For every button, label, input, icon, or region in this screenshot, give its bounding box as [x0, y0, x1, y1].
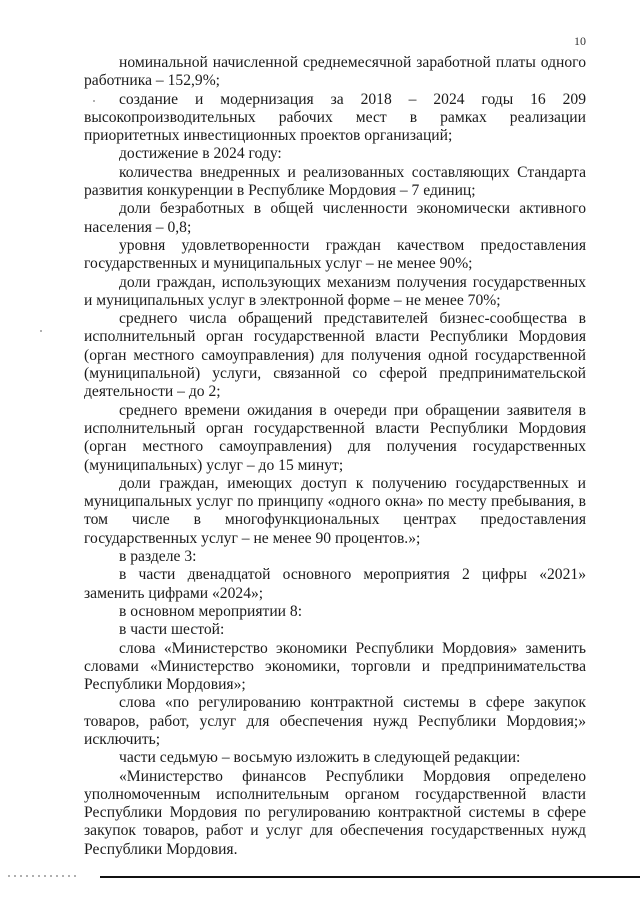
document-body: [84, 54, 586, 859]
scan-mark: [93, 100, 95, 102]
paragraph: в части двенадцатой основного мероприятия 2 цифры «2021» заменить цифрами «2024»;: [84, 566, 586, 602]
paragraph: достижение в 2024 году:: [119, 145, 282, 163]
paragraph: доли безработных в общей численности экономически активного населения – 0,8;: [84, 200, 586, 236]
paragraph: слова «по регулированию контрактной системы в сфере закупок товаров, работ, услуг для обеспечения нужд Республики Мордовия;» исключить;: [84, 694, 586, 748]
scan-edge-line: [100, 876, 640, 878]
paragraph: среднего времени ожидания в очереди при обращении заявителя в исполнительный орган государственной власти Республики Мордовия (орган местного самоуправления) для получения государственных (муниципальных) услуг – до 15 минут;: [84, 401, 586, 474]
paragraph: в основном мероприятии 8:: [119, 602, 303, 620]
paragraph: уровня удовлетворенности граждан качеством предоставления государственных и муниципальных услуг – не менее 90%;: [84, 236, 586, 273]
paragraph: доли граждан, использующих механизм получения государственных и муниципальных услуг в электронной форме – не менее 70%;: [84, 273, 586, 309]
paragraph: части седьмую – восьмую изложить в следующей редакции:: [119, 749, 521, 767]
paragraph: среднего числа обращений представителей бизнес-сообщества в исполнительный орган государственной власти Республики Мордовия (орган местного самоуправления) для получения одной государственной (муниципальной) услуги, связанной со сферой предпринимательской деятельности – до 2;: [84, 310, 586, 401]
paragraph: в части шестой:: [119, 621, 225, 639]
page-number: 10: [574, 34, 586, 48]
paragraph: количества внедренных и реализованных составляющих Стандарта развития конкуренции в Республике Мордовия – 7 единиц;: [84, 163, 586, 200]
scan-artifact: [6, 874, 76, 878]
paragraph: в разделе 3:: [119, 548, 197, 566]
scan-mark: [40, 330, 42, 332]
paragraph: доли граждан, имеющих доступ к получению государственных и муниципальных услуг по принципу «одного окна» по месту пребывания, в том числе в многофункциональных центрах предоставления государственных услуг – не менее 90 процентов.»;: [84, 474, 586, 547]
paragraph: «Министерство финансов Республики Мордовия определено уполномоченным исполнительным органом государственной власти Республики Мордовия по регулированию контрактной системы в сфере закупок товаров, работ и услуг для обеспечения государственных нужд Республики Мордовия.: [84, 767, 586, 858]
paragraph: слова «Министерство экономики Республики Мордовия» заменить словами «Министерство экономики, торговли и предпринимательства Республики Мордовия»;: [84, 639, 586, 694]
paragraph: создание и модернизация за 2018 – 2024 годы 16 209 высокопроизводительных рабочих мест в рамках реализации приоритетных инвестиционных проектов организаций;: [84, 90, 586, 145]
paragraph: номинальной начисленной среднемесячной заработной платы одного работника – 152,9%;: [84, 54, 586, 90]
